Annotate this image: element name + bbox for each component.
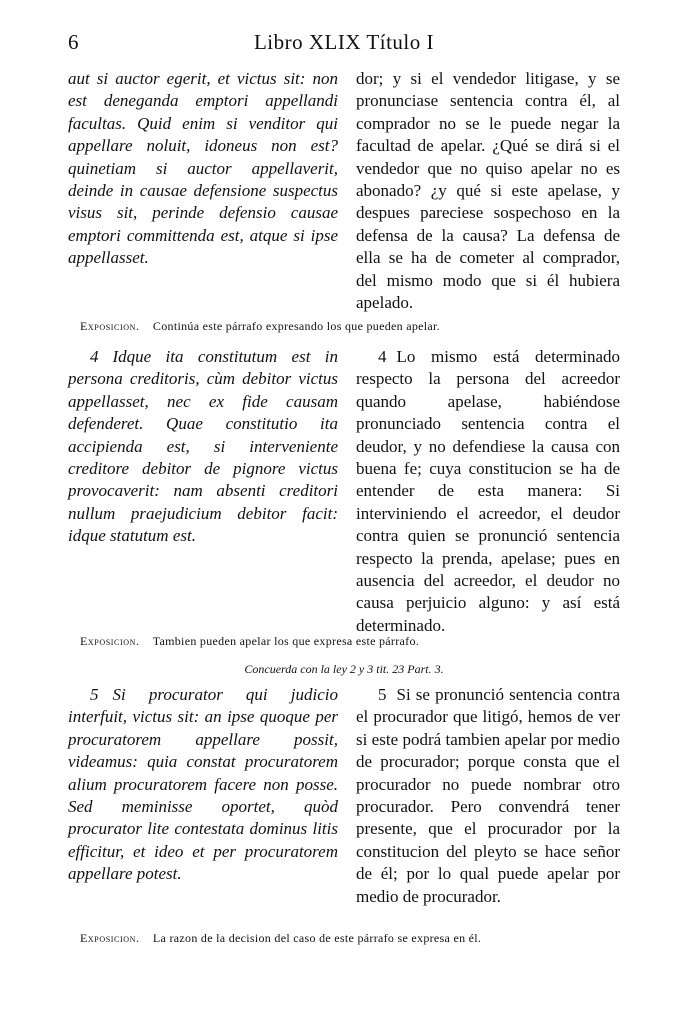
spanish-paragraph-4: [356, 346, 620, 637]
spanish-text-4: Lo mismo está determinado respecto la persona del acreedor quando apelase, habiéndose pronunciado sentencia contra el deudor, y no defendiese la causa con buena fe; cuya constitucion se ha de entender de esta manera: Si interviniendo el acreedor, el deudor contra quien se pronunció sentencia respecto la prenda, apelase; pues en ausencia del acreedor, el deudor no causa perjuicio alguno: y así está determinado.: [356, 347, 620, 635]
exposicion-note-3: [80, 930, 620, 946]
paragraph-number: 4: [378, 347, 387, 366]
paragraph-number: 5: [90, 685, 99, 704]
exposicion-text: Tambien pueden apelar los que expresa este párrafo.: [152, 634, 420, 648]
page-number: 6: [68, 30, 79, 54]
latin-paragraph-4: [68, 346, 338, 637]
latin-paragraph-5: [68, 684, 338, 908]
exposicion-label: Exposicion.: [80, 634, 140, 648]
spanish-paragraph-5: [356, 684, 620, 908]
latin-text-5: Si procurator qui judicio interfuit, victus sit: an ipse quoque per procuratorem appellare possit, videamus: quia constat procuratorem alium procuratorem facere non posse. Sed meminisse oportet, quòd procurator lite contestata dominus litis efficitur, et ideo et per procuratorem appellare potest.: [68, 685, 338, 884]
exposicion-text: Continúa este párrafo expresando los que pueden apelar.: [152, 319, 440, 333]
exposicion-note-1: [80, 318, 620, 334]
exposicion-label: Exposicion.: [80, 931, 140, 945]
exposicion-label: Exposicion.: [80, 319, 140, 333]
section-1-columns: [68, 68, 620, 314]
exposicion-text: La razon de la decision del caso de este párrafo se expresa en él.: [152, 931, 482, 945]
spanish-text-5: Si se pronunció sentencia contra el procurador que litigó, hemos de ver si este podrá tambien apelar por medio de procurador; porque consta que el procurador no puede nombrar otro procurador. Pero convendrá tener presente, que el procurador por la constitucion del pleyto se hace señor de él; por lo qual puede apelar por medio de procurador.: [356, 685, 620, 906]
page-header: [68, 30, 620, 60]
paragraph-number: 5: [378, 685, 387, 704]
concordance-note: Concuerda con la ley 2 y 3 tit. 23 Part. 3.: [244, 662, 444, 676]
spanish-text-1: dor; y si el vendedor litigase, y se pronunciase sentencia contra él, al comprador no se le puede negar la facultad de apelar. ¿Qué se dirá si el vendedor que no quiso apelar no es abonado? ¿y qué si este apelase, y despues pareciese sospechoso en la defensa de la causa? La defensa de ella se ha de cometer al comprador, del mismo modo que si él hubiera apelado.: [356, 69, 620, 313]
latin-text-4: Idque ita constitutum est in persona creditoris, cùm debitor victus appellasset, nec ex fide causam defenderet. Quae constitutio ita accipienda est, si interveniente creditore debitor de pignore victus provocaverit: nam absenti creditori nullum praejudicium debitor facit: idque statutum est.: [68, 347, 338, 546]
latin-text-1: aut si auctor egerit, et victus sit: non est deneganda emptori appellandi facultas. Quid enim si venditor qui appellare noluit, idoneus non est? quinetiam si auctor appellaverit, deinde in causae defensione suspectus visus sit, perinde defensio causae emptori committenda est, atque si ipse appellasset.: [68, 69, 338, 268]
section-4-columns: [68, 346, 620, 637]
section-5-columns: [68, 684, 620, 908]
paragraph-number: 4: [90, 347, 99, 366]
running-head: Libro XLIX Título I: [253, 30, 434, 54]
exposicion-note-2: [80, 633, 620, 649]
